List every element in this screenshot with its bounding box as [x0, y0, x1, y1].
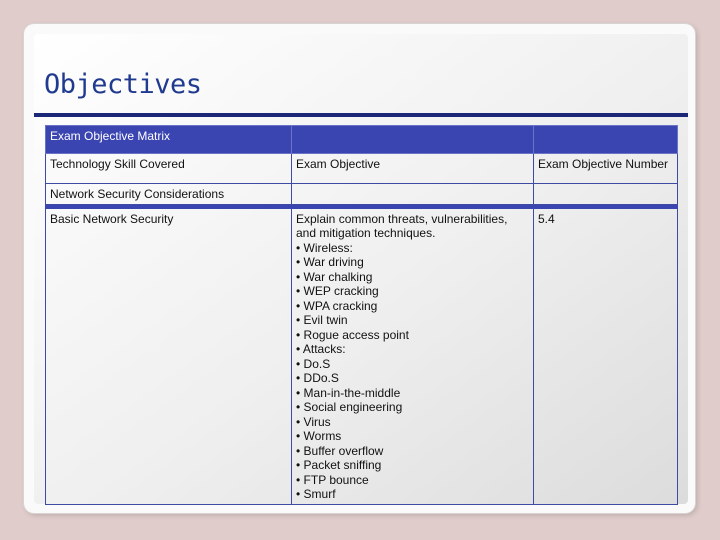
objective-list-item: • Do.S [296, 356, 331, 371]
objective-list-item: • Wireless: [296, 240, 353, 255]
exam-objective-matrix-table [45, 125, 678, 505]
objective-list-item: • DDo.S [296, 371, 339, 385]
slide-title: Objectives [44, 69, 202, 100]
section-label: Network Security Considerations [46, 184, 292, 205]
skill-cell: Basic Network Security [46, 208, 292, 504]
objective-list-item: • Evil twin [296, 313, 348, 327]
matrix-title-empty-cell [534, 126, 678, 154]
objective-list-item: • Virus [296, 414, 331, 429]
objective-list-item: • War driving [296, 255, 364, 269]
objective-intro: Explain common threats, vulnerabilities, and mitigation techniques. [296, 211, 508, 240]
matrix-title-cell: Exam Objective Matrix [46, 126, 292, 154]
column-header-skill: Technology Skill Covered [46, 154, 292, 184]
objective-list-item: • Worms [296, 429, 342, 443]
column-header-objective: Exam Objective [292, 154, 534, 184]
section-row [46, 184, 678, 205]
section-empty-cell [534, 184, 678, 205]
title-underline-bar [34, 113, 688, 117]
objective-list-item: • War chalking [296, 269, 373, 284]
objective-number-cell: 5.4 [534, 208, 678, 504]
objective-list-item: • Man-in-the-middle [296, 385, 401, 400]
matrix-title-row [46, 126, 678, 154]
column-header-number: Exam Objective Number [534, 154, 678, 184]
objective-list-item: • WEP cracking [296, 284, 379, 298]
objective-list-item: • Packet sniffing [296, 458, 382, 472]
objective-cell [292, 208, 534, 504]
table-row [46, 208, 678, 504]
section-empty-cell [292, 184, 534, 205]
objective-list [296, 241, 529, 502]
objective-list-item: • Smurf [296, 487, 336, 501]
objective-list-item: • Buffer overflow [296, 443, 384, 458]
objective-list-item: • WPA cracking [296, 298, 378, 313]
matrix-title-empty-cell [292, 126, 534, 154]
objective-list-item: • Attacks: [296, 342, 346, 356]
objective-list-item: • Social engineering [296, 400, 403, 414]
objective-list-item: • Rogue access point [296, 327, 409, 342]
objective-list-item: • FTP bounce [296, 472, 369, 487]
column-header-row [46, 154, 678, 184]
